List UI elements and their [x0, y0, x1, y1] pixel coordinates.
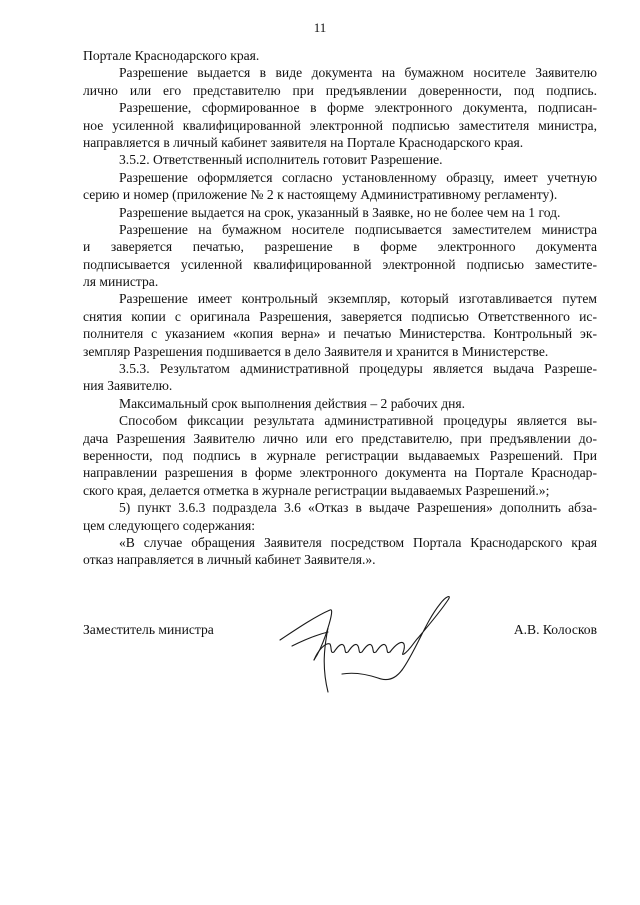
- text-line: «В случае обращения Заявителя посредством Портала Краснодарского края: [119, 534, 597, 550]
- text-line: лично или его представителю при предъявлении доверенности, под подпись.: [83, 82, 597, 98]
- text-line: ского края, делается отметка в журнале регистрации выдаваемых Разрешений.»;: [83, 482, 550, 498]
- text-line: направляется в личный кабинет заявителя на Портале Краснодарского края.: [83, 134, 524, 150]
- text-line: Разрешение на бумажном носителе подписывается заместителем министра: [119, 221, 597, 237]
- text-line: Разрешение выдается на срок, указанный в Заявке, но не более чем на 1 год.: [119, 204, 561, 220]
- page-number: 11: [313, 20, 327, 35]
- text-line: 5) пункт 3.6.3 подраздела 3.6 «Отказ в выдаче Разрешения» дополнить абза-: [119, 500, 597, 516]
- text-line: Разрешение, сформированное в форме электронного документа, подписан-: [119, 100, 597, 116]
- text-line: направлении разрешения в форме электронного документа на Портале Краснодар-: [83, 465, 597, 481]
- text-line: серию и номер (приложение № 2 к настоящему Административному регламенту).: [83, 187, 558, 203]
- text-line: Способом фиксации результата административной процедуры является вы-: [119, 413, 597, 429]
- text-line: Портале Краснодарского края.: [83, 48, 260, 63]
- text-line: ния Заявителю.: [83, 378, 173, 394]
- text-line: Максимальный срок выполнения действия – 2 рабочих дня.: [119, 395, 466, 411]
- text-line: дача Разрешения Заявителю лично или его представителю, при предъявлении до-: [83, 430, 597, 446]
- handwritten-signature: [268, 588, 458, 698]
- text-line: 3.5.2. Ответственный исполнитель готовит Разрешение.: [119, 152, 443, 168]
- signatory-title: Заместитель министра: [83, 622, 214, 637]
- text-line: подписывается усиленной квалифицированной электронной подписью заместите-: [83, 256, 597, 272]
- text-line: ное усиленной квалифицированной электронной подписью заместителя министра,: [83, 117, 597, 133]
- text-line: веренности, под подпись в журнале регистрации выдаваемых Разрешений. При: [83, 447, 597, 463]
- text-line: ля министра.: [83, 274, 159, 290]
- text-line: цем следующего содержания:: [83, 517, 255, 533]
- signature-block: [83, 618, 597, 698]
- text-line: Разрешение имеет контрольный экземпляр, который изготавливается путем: [119, 291, 597, 307]
- text-line: Разрешение выдается в виде документа на бумажном носителе Заявителю: [119, 65, 597, 81]
- text-line: Разрешение оформляется согласно установленному образцу, имеет учетную: [119, 169, 597, 185]
- text-line: и заверяется печатью, разрешение в форме электронного документа: [83, 239, 597, 255]
- text-line: земпляр Разрешения подшивается в дело Заявителя и хранится в Министерстве.: [83, 343, 549, 359]
- signatory-name: А.В. Колосков: [513, 622, 597, 637]
- document-body: [83, 47, 597, 569]
- text-line: полнителя с указанием «копия верна» и печатью Министерства. Контрольный эк-: [83, 326, 597, 342]
- text-line: отказ направляется в личный кабинет Заявителя.».: [83, 552, 376, 568]
- text-line: снятия копии с оригинала Разрешения, заверяется подписью Ответственного ис-: [83, 308, 597, 324]
- text-line: 3.5.3. Результатом административной процедуры является выдача Разреше-: [119, 361, 597, 377]
